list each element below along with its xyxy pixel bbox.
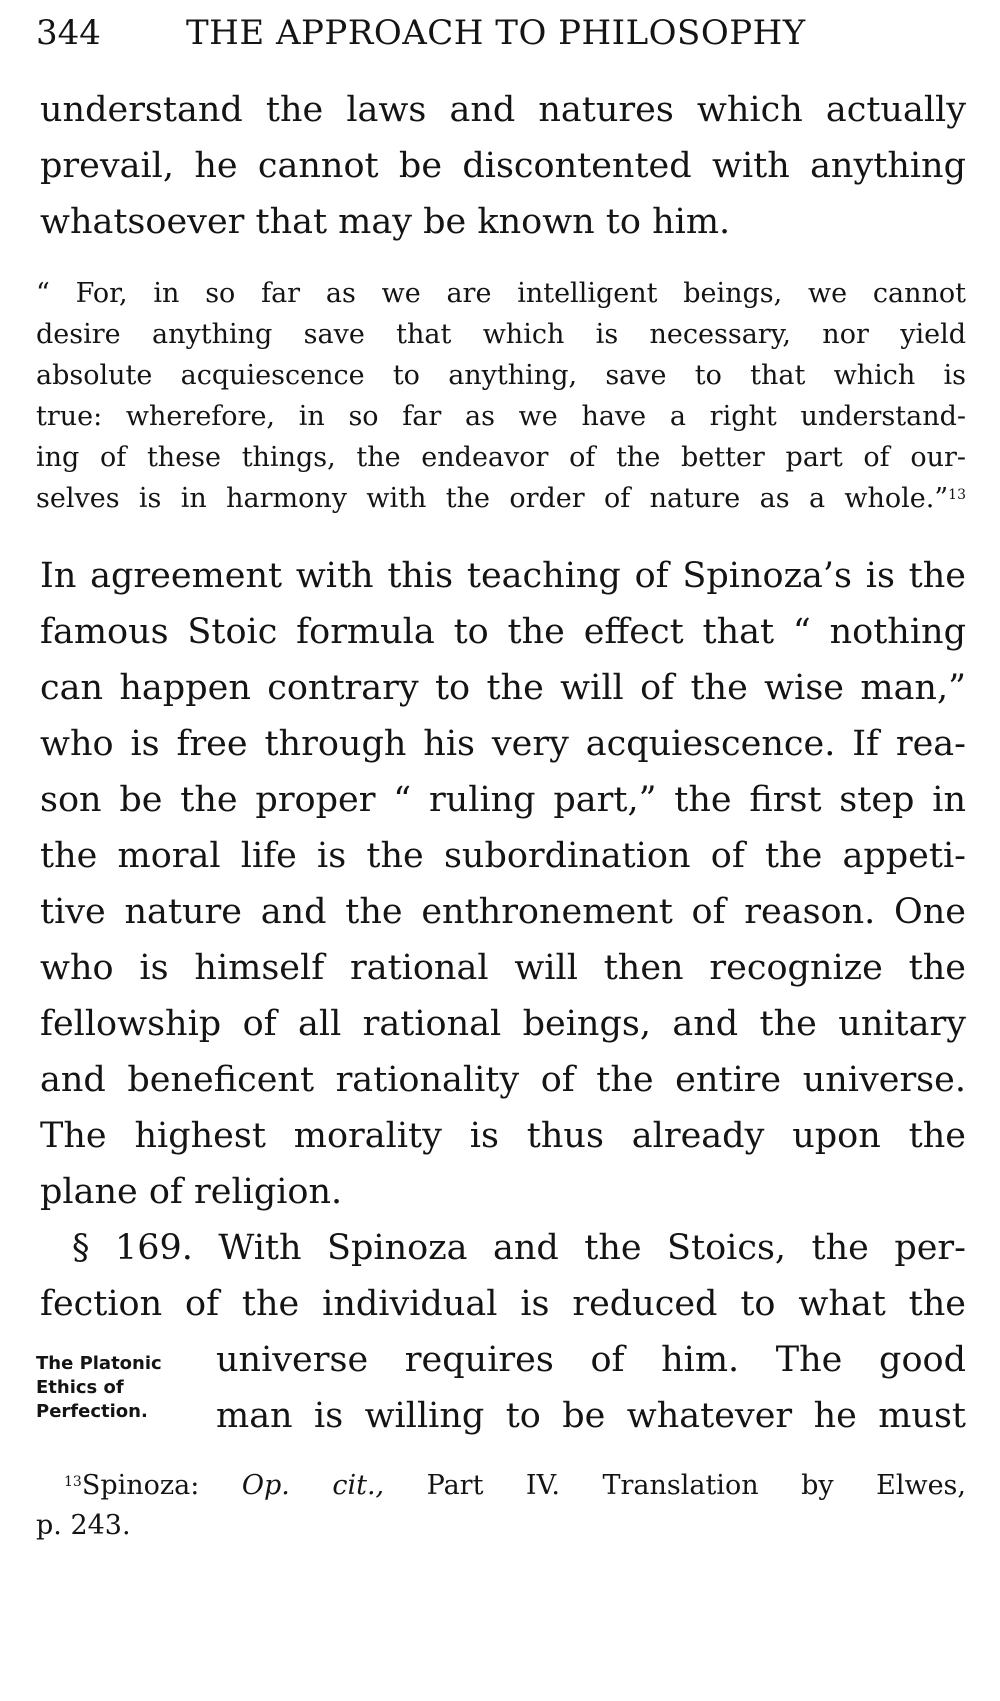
quote-last-line bbox=[36, 477, 966, 521]
body-line: man is willing to be whatever he must bbox=[216, 1396, 966, 1436]
footnote-number: 13 bbox=[64, 1474, 82, 1490]
footnote-rest: Part IV. Translation by Elwes, bbox=[426, 1470, 966, 1501]
margin-note-line: The Platonic bbox=[36, 1353, 162, 1374]
body-line: son be the proper “ ruling part,” the first step in bbox=[40, 780, 966, 820]
body-line: tive nature and the enthronement of reason. One bbox=[40, 892, 966, 932]
body-line: understand the laws and natures which actually bbox=[40, 90, 966, 130]
body-line: fection of the individual is reduced to what the bbox=[40, 1284, 966, 1324]
quote-line: desire anything save that which is necessary, nor yield bbox=[36, 319, 966, 350]
body-line: and beneficent rationality of the entire universe. bbox=[40, 1060, 966, 1100]
quote-line: ing of these things, the endeavor of the better part of our- bbox=[36, 442, 966, 473]
body-line: whatsoever that may be known to him. bbox=[40, 202, 731, 242]
quote-text: selves is in harmony with the order of nature as a whole.” bbox=[36, 483, 949, 514]
margin-note-line: Ethics of bbox=[36, 1377, 124, 1398]
margin-note-line: Perfection. bbox=[36, 1401, 148, 1422]
body-line: can happen contrary to the will of the wise man,” bbox=[40, 668, 966, 708]
body-line: fellowship of all rational beings, and the unitary bbox=[40, 1004, 966, 1044]
footnote-work: Op. cit., bbox=[241, 1470, 385, 1501]
page-header bbox=[36, 8, 966, 58]
section-169-line: § 169. With Spinoza and the Stoics, the per- bbox=[72, 1228, 966, 1268]
page-number: 344 bbox=[36, 13, 101, 53]
body-line: In agreement with this teaching of Spinoza’s is the bbox=[40, 556, 966, 596]
body-line: famous Stoic formula to the effect that “ nothing bbox=[40, 612, 966, 652]
quote-line: absolute acquiescence to anything, save to that which is bbox=[36, 360, 966, 391]
body-line: plane of religion. bbox=[40, 1172, 343, 1212]
body-line: prevail, he cannot be discontented with anything bbox=[40, 146, 966, 186]
footnote-line: p. 243. bbox=[36, 1510, 131, 1541]
margin-note bbox=[36, 1352, 206, 1424]
body-line: who is himself rational will then recognize the bbox=[40, 948, 966, 988]
footnote-reference[interactable]: 13 bbox=[948, 487, 966, 503]
footnote-author: Spinoza: bbox=[81, 1470, 200, 1501]
body-line: the moral life is the subordination of the appeti- bbox=[40, 836, 966, 876]
body-line: universe requires of him. The good bbox=[216, 1340, 966, 1380]
body-line: The highest morality is thus already upon the bbox=[40, 1116, 966, 1156]
body-line: who is free through his very acquiescence. If rea- bbox=[40, 724, 966, 764]
quote-line: true: wherefore, in so far as we have a right understand- bbox=[36, 401, 966, 432]
quote-line: “ For, in so far as we are intelligent beings, we cannot bbox=[36, 278, 966, 309]
running-title: THE APPROACH TO PHILOSOPHY bbox=[186, 13, 806, 53]
footnote-line bbox=[64, 1466, 966, 1506]
